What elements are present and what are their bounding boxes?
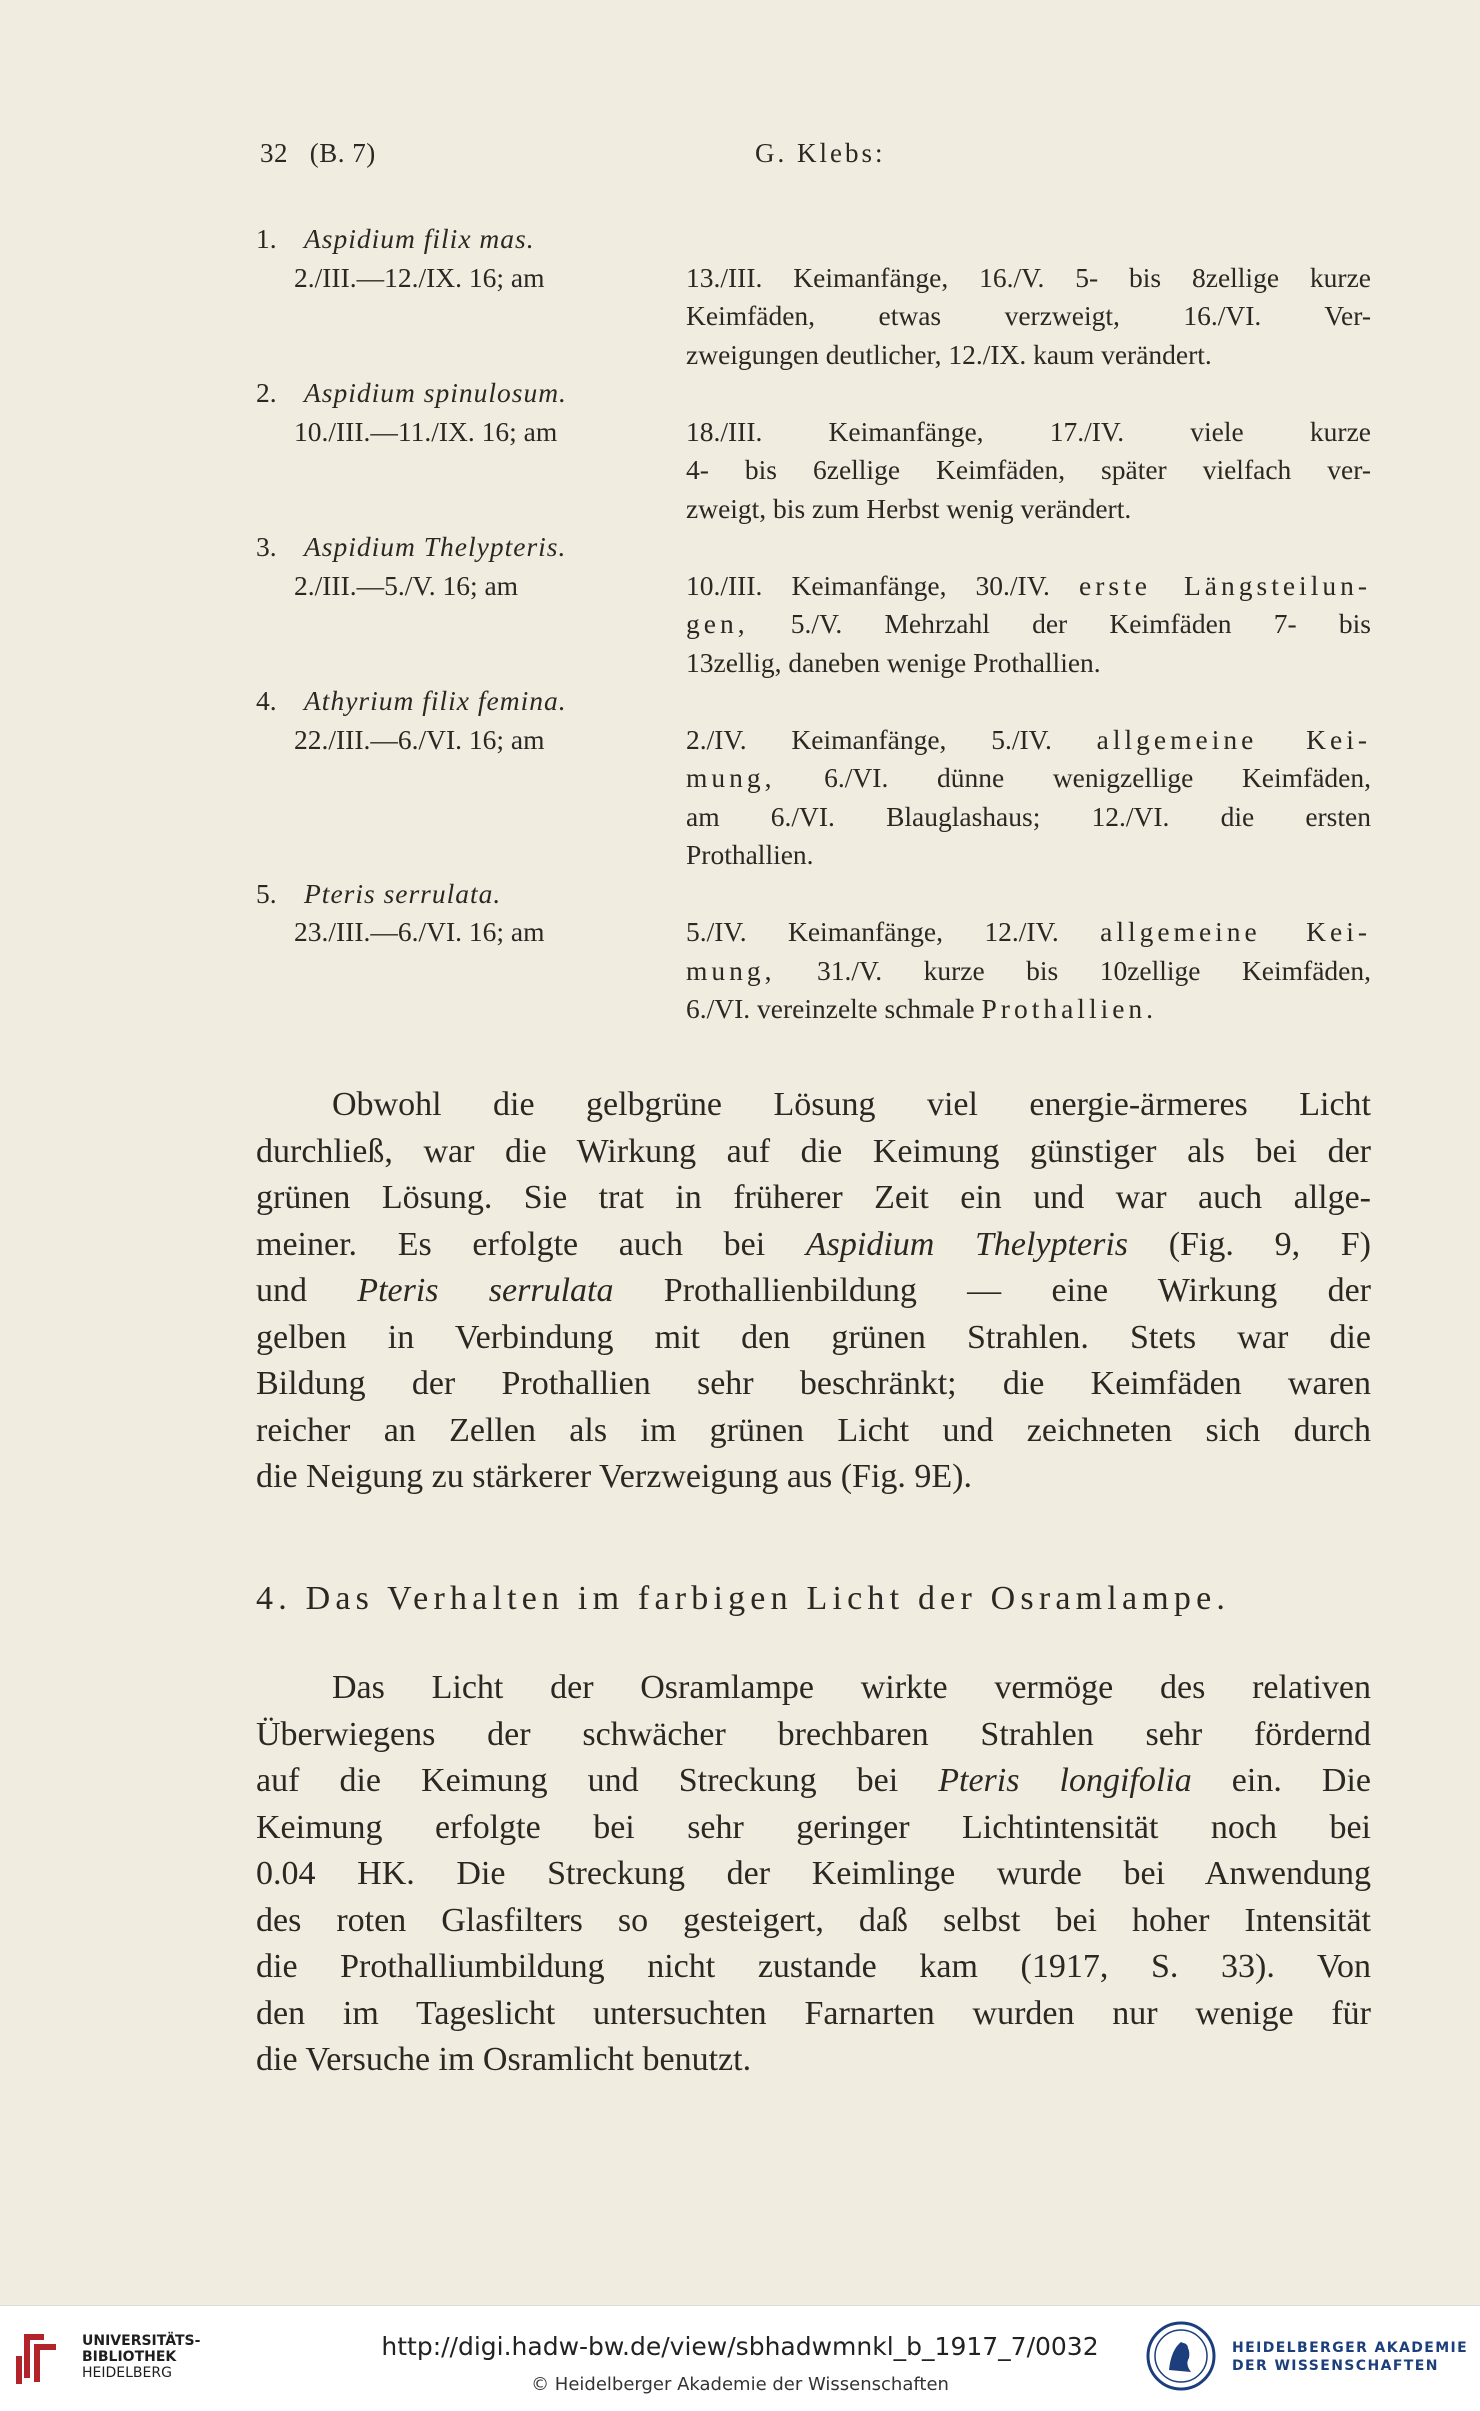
text-line xyxy=(686,451,1371,490)
species-name: Pteris serrulata. xyxy=(304,877,502,909)
text-run: zweigungen deutlicher, 12./IX. kaum verändert. xyxy=(686,338,1212,370)
paragraph-1 xyxy=(256,1082,1371,1501)
text-line xyxy=(686,913,1371,952)
page-number-and-ref xyxy=(260,138,376,169)
page-header xyxy=(260,138,1370,178)
text-run: des roten Glasfilters so gesteigert, daß selbst bei hoher Intensität xyxy=(256,1901,1371,1939)
text-run: die Neigung zu stärkerer Verzweigung aus (Fig. 9E). xyxy=(256,1458,972,1495)
text-run: meiner. Es erfolgte auch bei xyxy=(256,1225,806,1263)
text-run: Bildung der Prothallien sehr beschränkt; die Keimfäden waren xyxy=(256,1365,1371,1402)
text-line xyxy=(686,605,1371,644)
spaced-text: erste Längsteilun- xyxy=(1079,569,1371,601)
text-run: Keimfäden, etwas verzweigt, 16./VI. Ver- xyxy=(686,300,1371,331)
culture-dates: 22./III.—6./VI. 16; am xyxy=(294,723,545,755)
culture-dates: 2./III.—12./IX. 16; am xyxy=(294,261,545,293)
text-line xyxy=(256,1408,1371,1455)
text-run: Prothallienbildung — eine Wirkung der xyxy=(613,1272,1371,1309)
permalink-url[interactable]: http://digi.hadw-bw.de/view/sbhadwmnkl_b_1917_7/0032 xyxy=(381,2332,1099,2361)
entry-number: 3. xyxy=(256,531,277,562)
spaced-text: gen, xyxy=(686,608,749,639)
italic-term: Aspidium Thelypteris xyxy=(805,1225,1129,1263)
text-line xyxy=(256,1454,1371,1501)
text-line xyxy=(256,1991,1371,2038)
text-run: den im Tageslicht untersuchten Farnarten wurden nur wenige für xyxy=(256,1994,1371,2032)
entry-number: 2. xyxy=(256,377,277,408)
text-run: 2./IV. Keimanfänge, 5./IV. xyxy=(686,723,1097,755)
text-line xyxy=(256,1898,1371,1945)
text-run: 6./VI. vereinzelte schmale xyxy=(686,993,982,1024)
paragraph-2 xyxy=(256,1665,1371,2084)
text-run: reicher an Zellen als im grünen Licht und zeichneten sich durch xyxy=(256,1411,1371,1449)
text-line xyxy=(686,798,1371,837)
species-heading xyxy=(256,220,1371,259)
species-heading xyxy=(256,875,1371,914)
text-run: zweigt, bis zum Herbst wenig verändert. xyxy=(686,492,1132,524)
spaced-text: allgemeine Kei- xyxy=(1100,916,1371,947)
text-run: durchließ, war die Wirkung auf die Keimung günstiger als bei der xyxy=(256,1132,1371,1170)
text-line xyxy=(256,1082,1371,1129)
italic-term: Pteris serrulata xyxy=(357,1272,614,1309)
text-line xyxy=(686,990,1371,1029)
text-run: die Versuche im Osramlicht benutzt. xyxy=(256,2041,752,2078)
text-line xyxy=(256,1222,1371,1269)
text-line xyxy=(686,644,1371,683)
observation-text xyxy=(686,413,1371,529)
observation-text xyxy=(686,913,1371,1029)
species-name: Aspidium spinulosum. xyxy=(304,377,567,408)
text-run: 10./III. Keimanfänge, 30./IV. xyxy=(686,569,1079,601)
spaced-text: Prothallien. xyxy=(981,993,1158,1024)
observation-row xyxy=(256,721,1371,875)
spaced-text: mung, xyxy=(686,954,776,986)
text-run: gelben in Verbindung mit den grünen Strahlen. Stets war die xyxy=(256,1318,1371,1356)
text-run: 13zellig, daneben wenige Prothallien. xyxy=(686,646,1101,678)
copyright-notice: © Heidelberger Akademie der Wissenschaften xyxy=(531,2374,949,2395)
page-number: 32 xyxy=(260,138,288,168)
academy-name-line-1: HEIDELBERGER AKADEMIE xyxy=(1232,2340,1469,2356)
species-name: Aspidium filix mas. xyxy=(304,223,535,254)
text-line xyxy=(256,1805,1371,1852)
text-run: am 6./VI. Blauglashaus; 12./VI. die ersten xyxy=(686,800,1371,832)
text-line xyxy=(686,721,1371,760)
text-line xyxy=(256,1268,1371,1315)
text-run: 5./IV. Keimanfänge, 12./IV. xyxy=(686,916,1101,947)
text-run: grünen Lösung. Sie trat in früherer Zeit ein und war auch allge- xyxy=(256,1179,1371,1216)
spaced-text: mung, xyxy=(686,762,776,793)
text-line xyxy=(256,1712,1371,1759)
text-run: 6./VI. dünne wenigzellige Keimfäden, xyxy=(775,762,1371,793)
text-run: Das Licht der Osramlampe wirkte vermöge des relativen xyxy=(332,1669,1371,1706)
academy-name-line-2: DER WISSENSCHAFTEN xyxy=(1232,2358,1439,2374)
observation-row xyxy=(256,913,1371,1029)
italic-term: Pteris longifolia xyxy=(938,1762,1192,1799)
text-line xyxy=(686,836,1371,875)
text-run: und xyxy=(256,1272,358,1309)
observation-text xyxy=(686,567,1371,683)
footer-bar xyxy=(0,2305,1480,2411)
text-line xyxy=(686,759,1371,798)
species-heading xyxy=(256,374,1371,413)
species-entry xyxy=(256,528,1371,682)
text-line xyxy=(256,1361,1371,1408)
academy-name xyxy=(1232,2339,1468,2375)
text-line xyxy=(686,567,1371,606)
species-entry xyxy=(256,374,1371,528)
text-run: Keimung erfolgte bei sehr geringer Lichtintensität noch bei xyxy=(256,1808,1371,1846)
text-run: 4- bis 6zellige Keimfäden, später vielfach ver- xyxy=(686,454,1371,485)
text-line xyxy=(686,336,1371,375)
text-run: auf die Keimung und Streckung bei xyxy=(256,1762,939,1799)
species-name: Athyrium filix femina. xyxy=(304,685,567,716)
species-list xyxy=(256,220,1371,1029)
text-run: Überwiegens der schwächer brechbaren Strahlen sehr fördernd xyxy=(256,1715,1371,1753)
text-run: ein. Die xyxy=(1191,1762,1371,1799)
text-run: 13./III. Keimanfänge, 16./V. 5- bis 8zellige kurze xyxy=(686,261,1371,293)
entry-number: 4. xyxy=(256,685,277,716)
library-name-line-1: UNIVERSITÄTS- xyxy=(82,2333,201,2349)
text-run: 18./III. Keimanfänge, 17./IV. viele kurze xyxy=(686,415,1371,447)
academy-seal-icon xyxy=(1145,2320,1217,2392)
text-line xyxy=(686,490,1371,529)
text-run: 5./V. Mehrzahl der Keimfäden 7- bis xyxy=(748,608,1371,639)
species-entry xyxy=(256,682,1371,875)
text-line xyxy=(256,1758,1371,1805)
text-run: Obwohl die gelbgrüne Lösung viel energie-ärmeres Licht xyxy=(332,1086,1371,1123)
culture-dates: 2./III.—5./V. 16; am xyxy=(294,569,519,601)
spaced-text: allgemeine Kei- xyxy=(1096,723,1371,755)
section-heading: 4. Das Verhalten im farbigen Licht der Osramlampe. xyxy=(256,1580,1231,1617)
species-entry xyxy=(256,220,1371,374)
library-name-line-2: BIBLIOTHEK xyxy=(82,2349,177,2365)
text-line xyxy=(256,1851,1371,1898)
observation-text xyxy=(686,721,1371,875)
observation-row xyxy=(256,413,1371,529)
text-line xyxy=(256,1129,1371,1176)
species-heading xyxy=(256,528,1371,567)
text-run: die Prothalliumbildung nicht zustande kam (1917, S. 33). Von xyxy=(256,1948,1371,1985)
species-entry xyxy=(256,875,1371,1029)
text-line xyxy=(686,297,1371,336)
text-line xyxy=(686,413,1371,452)
section-ref: (B. 7) xyxy=(309,138,376,168)
observation-row xyxy=(256,259,1371,375)
text-run: 31./V. kurze bis 10zellige Keimfäden, xyxy=(775,954,1371,986)
text-run: Prothallien. xyxy=(686,839,814,870)
running-head-author: G. Klebs: xyxy=(755,138,886,168)
text-line xyxy=(686,259,1371,298)
text-run: 0.04 HK. Die Streckung der Keimlinge wurde bei Anwendung xyxy=(256,1855,1371,1892)
species-heading xyxy=(256,682,1371,721)
library-name-line-3: HEIDELBERG xyxy=(82,2365,172,2381)
culture-dates: 23./III.—6./VI. 16; am xyxy=(294,916,545,947)
observation-row xyxy=(256,567,1371,683)
text-line xyxy=(686,952,1371,991)
text-line xyxy=(256,1944,1371,1991)
text-line xyxy=(256,1665,1371,1712)
culture-dates: 10./III.—11./IX. 16; am xyxy=(294,415,558,447)
text-line xyxy=(256,1175,1371,1222)
entry-number: 1. xyxy=(256,223,277,254)
text-line xyxy=(256,2037,1371,2084)
entry-number: 5. xyxy=(256,877,277,909)
observation-text xyxy=(686,259,1371,375)
text-run: (Fig. 9, F) xyxy=(1128,1225,1371,1263)
text-line xyxy=(256,1315,1371,1362)
species-name: Aspidium Thelypteris. xyxy=(304,531,567,562)
